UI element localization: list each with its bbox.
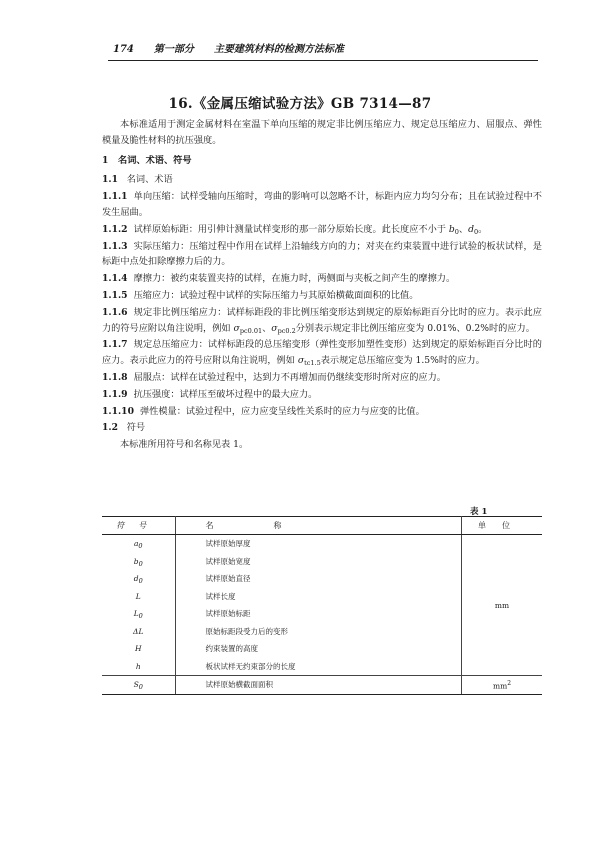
- section-heading-1: [102, 153, 542, 169]
- row-name: 原始标距段受力后的变形: [175, 623, 462, 641]
- clause-number: 1.1.10: [102, 405, 134, 417]
- sigma-symbol: σ: [297, 355, 305, 367]
- clause-number: 1.1.8: [102, 371, 128, 383]
- clause-text: 弹性模量：试验过程中，应力应变呈线性关系时的应力与应变的比值。: [139, 405, 425, 417]
- section-heading-1-2: [102, 420, 542, 436]
- sigma-sub: pc0.2: [277, 326, 296, 335]
- clause-number: 1.1.9: [102, 388, 128, 400]
- clause-1-1-3: [102, 239, 542, 271]
- unit-cell-mm: mm: [494, 600, 510, 610]
- clause-text: 抗压强度：试样压至破坏过程中的最大应力。: [133, 388, 318, 400]
- symbol-d: d: [468, 223, 474, 235]
- row-symbol: L: [102, 588, 175, 606]
- symbols-table: [102, 516, 542, 695]
- symbols-intro: 本标准所用符号和名称见表 1。: [120, 439, 249, 451]
- row-name: 试样原始直径: [175, 570, 462, 588]
- row-name: 试样原始宽度: [175, 553, 462, 571]
- clause-text: 规定非比例压缩应力：试样标距段的非比例压缩变形达到规定的原始标距百分比时的应力。表示此应力的符号应附以角注说明，例如: [102, 306, 542, 334]
- row-symbol: h: [102, 658, 175, 676]
- clause-1-1-7: [102, 337, 542, 369]
- clause-text: 屈服点：试样在试验过程中，达到力不再增加而仍继续变形时所对应的应力。: [133, 371, 446, 383]
- row-name: 试样原始横截面面积: [175, 676, 462, 695]
- row-name: 试样长度: [175, 588, 462, 606]
- clause-1-1-10: [102, 404, 542, 420]
- row-name: 板状试样无约束部分的长度: [175, 658, 462, 676]
- sigma-sub: pc0.01: [239, 326, 263, 335]
- clause-text: 单向压缩：试样受轴向压缩时，弯曲的影响可以忽略不计，标距内应力均匀分布；且在试验过程中不发生屈曲。: [102, 191, 542, 218]
- intro-paragraph: 本标准适用于测定金属材料在室温下单向压缩的规定非比例压缩应力、规定总压缩应力、屈服点、弹性模量及脆性材料的抗压强度。: [102, 119, 542, 146]
- symbol-b: b: [448, 223, 455, 235]
- row-name: 约束装置的高度: [175, 640, 462, 658]
- row-name: 试样原始厚度: [175, 535, 462, 553]
- header-symbol: 符号: [102, 517, 175, 535]
- clause-text: 压缩应力：试验过程中试样的实际压缩力与其原始横截面面积的比值。: [133, 289, 419, 301]
- page-number: 174: [113, 44, 134, 55]
- clause-text: 规定总压缩应力：试样标距段的总压缩变形（弹性变形加塑性变形）达到规定的原始标距百分比时的应力。表示此应力的符号应附以角注说明，例如: [102, 339, 542, 367]
- row-name: 试样原始标距: [175, 605, 462, 623]
- clause-number: 1.1.6: [102, 306, 128, 318]
- book-title: 主要建筑材料的检测方法标准: [213, 44, 344, 55]
- clause-number: 1.1.2: [102, 223, 128, 235]
- section-title: 名词、术语: [126, 174, 173, 186]
- symbol-sub: 0: [473, 227, 479, 236]
- clause-number: 1.1.7: [102, 339, 128, 351]
- sigma-symbol: σ: [233, 322, 240, 334]
- header-name: 名称: [175, 517, 462, 535]
- clause-text: 摩擦力：被约束装置夹持的试样，在施力时，两侧面与夹板之间产生的摩擦力。: [133, 273, 456, 285]
- clause-1-1-2: [102, 222, 542, 238]
- row-symbol: $L_0$: [102, 605, 175, 623]
- clause-1-1-4: [102, 271, 542, 287]
- clause-number: 1.1.5: [102, 289, 128, 301]
- clause-1-1-9: [102, 387, 542, 403]
- table-row: [102, 676, 542, 695]
- row-symbol: $S_0$: [102, 676, 175, 695]
- separator: 、: [262, 322, 272, 334]
- section-heading-1-1: [102, 172, 542, 188]
- row-symbol: $d_0$: [102, 570, 175, 588]
- clause-1-1-1: [102, 189, 542, 221]
- clause-text-cont: 表示规定总压缩应变为 1.5%时的应力。: [320, 355, 485, 367]
- clause-text: 实际压缩力：压缩过程中作用在试样上沿轴线方向的力；对夹在约束装置中进行试验的板状试样，是标距中点处扣除摩擦力后的力。: [102, 240, 542, 268]
- section-title: 名词、术语、符号: [118, 154, 192, 166]
- section-number: 1.1: [102, 174, 118, 186]
- unit-cell-mm2: $mm^2$: [462, 676, 542, 695]
- standard-title: 16.《金属压缩试验方法》GB 7314—87: [168, 96, 432, 112]
- clause-1-1-8: [102, 370, 542, 386]
- clause-1-1-5: [102, 288, 542, 304]
- header-rule: [108, 60, 538, 61]
- clause-1-1-6: [102, 305, 542, 337]
- clause-number: 1.1.1: [102, 191, 128, 203]
- symbol-sub: 0: [454, 227, 459, 236]
- section-number: 1.2: [102, 422, 118, 434]
- table-caption: 表 1: [470, 507, 488, 517]
- header-unit: 单位: [462, 517, 542, 535]
- clause-number: 1.1.4: [102, 273, 128, 285]
- row-symbol: $b_0$: [102, 553, 175, 571]
- clause-end: 。: [478, 223, 488, 235]
- row-symbol: $a_0$: [102, 535, 175, 553]
- clause-number: 1.1.3: [102, 240, 128, 252]
- sigma-symbol: σ: [271, 322, 278, 334]
- section-title: 符号: [126, 422, 146, 434]
- part-label: 第一部分: [153, 44, 194, 55]
- separator: 、: [458, 223, 469, 235]
- sigma-sub: tc1.5: [304, 359, 321, 368]
- clause-text: 试样原始标距：用引伸计测量试样变形的那一部分原始长度。此长度应不小于: [133, 223, 446, 235]
- section-number: 1: [102, 154, 109, 166]
- table-header-row: [102, 517, 542, 535]
- clause-text-cont: 分别表示规定非比例压缩应变为 0.01%、0.2%时的应力。: [295, 322, 535, 334]
- table-row: [102, 535, 542, 553]
- row-symbol: ΔL: [102, 623, 175, 641]
- running-head: [113, 40, 533, 55]
- row-symbol: H: [102, 640, 175, 658]
- body-text: [102, 117, 542, 453]
